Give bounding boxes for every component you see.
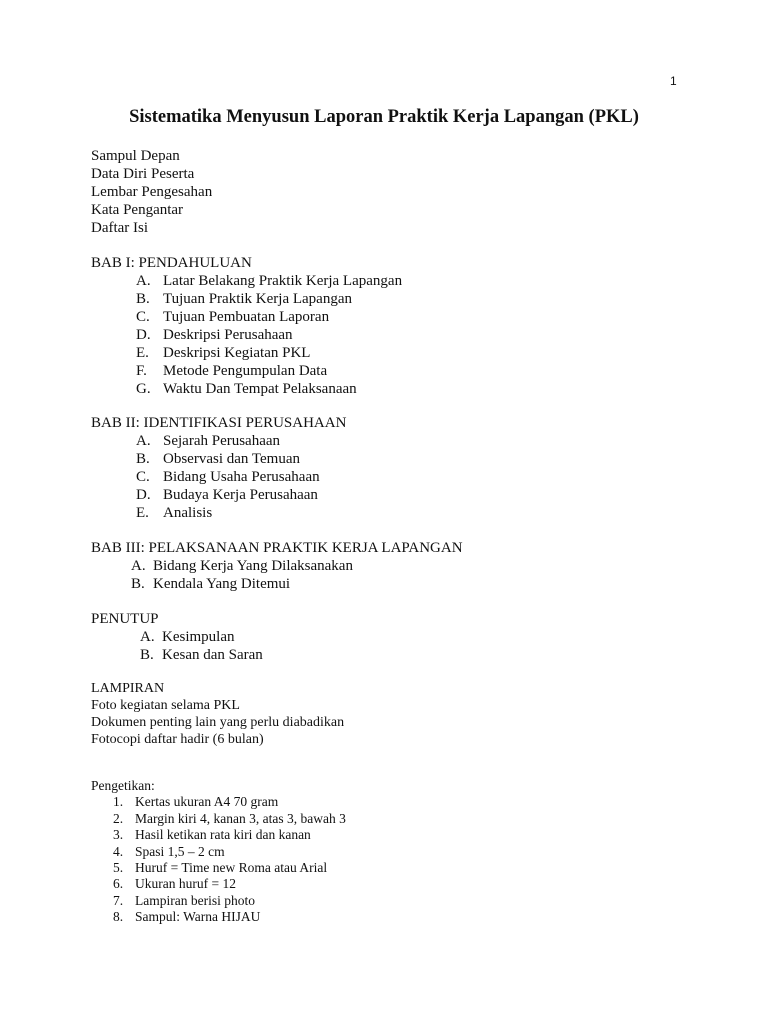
front-matter-list [91, 147, 212, 237]
list-letter: B. [140, 647, 154, 663]
list-item [140, 646, 263, 664]
list-text: Spasi 1,5 – 2 cm [135, 843, 225, 859]
bab3-section [91, 539, 463, 593]
list-item [113, 909, 346, 925]
list-letter: F. [136, 363, 147, 379]
penutup-section [91, 610, 263, 664]
list-letter: D. [136, 327, 151, 343]
list-text: Tujuan Praktik Kerja Lapangan [163, 291, 352, 307]
list-item [136, 468, 346, 486]
pengetikan-heading: Pengetikan: [91, 778, 155, 793]
lampiran-line: Dokumen penting lain yang perlu diabadikan [91, 715, 345, 730]
list-letter: A. [131, 558, 146, 574]
list-text: Deskripsi Kegiatan PKL [163, 345, 311, 361]
bab1-section [91, 254, 402, 398]
bab3-heading: BAB III: PELAKSANAAN PRAKTIK KERJA LAPANGAN [91, 540, 463, 556]
list-item [136, 380, 402, 398]
list-item [136, 344, 402, 362]
list-item [136, 504, 346, 522]
list-text: Kesan dan Saran [162, 647, 263, 663]
penutup-heading: PENUTUP [91, 611, 159, 627]
list-item [140, 628, 263, 646]
list-item [136, 362, 402, 380]
list-item [136, 290, 402, 308]
front-matter-item: Daftar Isi [91, 220, 149, 236]
bab1-heading: BAB I: PENDAHULUAN [91, 255, 252, 271]
list-letter: E. [136, 505, 149, 521]
list-item [136, 308, 402, 326]
list-text: Kertas ukuran A4 70 gram [135, 794, 279, 810]
list-item [113, 876, 346, 892]
bab2-heading: BAB II: IDENTIFIKASI PERUSAHAAN [91, 415, 347, 431]
list-number: 2. [113, 810, 124, 826]
list-letter: C. [136, 469, 150, 485]
list-number: 1. [113, 794, 124, 810]
list-number: 4. [113, 843, 124, 859]
list-letter: A. [136, 273, 151, 289]
list-number: 5. [113, 860, 124, 876]
lampiran-section [91, 680, 344, 748]
lampiran-line: Foto kegiatan selama PKL [91, 698, 240, 713]
list-text: Bidang Usaha Perusahaan [163, 469, 320, 485]
lampiran-heading: LAMPIRAN [91, 681, 165, 696]
list-text: Bidang Kerja Yang Dilaksanakan [153, 558, 353, 574]
list-item [113, 811, 346, 827]
list-text: Ukuran huruf = 12 [135, 876, 236, 892]
list-text: Latar Belakang Praktik Kerja Lapangan [163, 273, 403, 289]
front-matter-item: Lembar Pengesahan [91, 184, 213, 200]
list-text: Kendala Yang Ditemui [153, 576, 291, 592]
list-item [136, 326, 402, 344]
list-letter: B. [136, 291, 150, 307]
list-text: Observasi dan Temuan [163, 451, 300, 467]
list-number: 7. [113, 892, 124, 908]
list-text: Margin kiri 4, kanan 3, atas 3, bawah 3 [135, 810, 346, 826]
list-text: Kesimpulan [162, 629, 235, 645]
list-item [113, 893, 346, 909]
list-letter: G. [136, 381, 151, 397]
pengetikan-section [91, 778, 346, 926]
list-text: Budaya Kerja Perusahaan [163, 487, 318, 503]
list-letter: A. [136, 433, 151, 449]
list-item [131, 557, 463, 575]
bab2-section [91, 414, 346, 522]
page-number: 1 [670, 74, 677, 88]
list-text: Waktu Dan Tempat Pelaksanaan [163, 381, 357, 397]
front-matter-item: Data Diri Peserta [91, 166, 195, 182]
list-letter: A. [140, 629, 155, 645]
list-text: Hasil ketikan rata kiri dan kanan [135, 827, 311, 843]
document-title: Sistematika Menyusun Laporan Praktik Kerja Lapangan (PKL) [129, 107, 639, 127]
list-letter: B. [131, 576, 145, 592]
list-text: Sampul: Warna HIJAU [135, 909, 261, 925]
list-letter: C. [136, 309, 150, 325]
list-text: Sejarah Perusahaan [163, 433, 281, 449]
list-item [131, 575, 463, 593]
list-text: Analisis [163, 505, 213, 521]
list-letter: D. [136, 487, 151, 503]
list-item [136, 450, 346, 468]
list-number: 8. [113, 909, 124, 925]
front-matter-item: Kata Pengantar [91, 202, 184, 218]
list-item [113, 860, 346, 876]
list-item [136, 432, 346, 450]
list-item [136, 272, 402, 290]
list-item [113, 794, 346, 810]
list-item [136, 486, 346, 504]
list-text: Tujuan Pembuatan Laporan [163, 309, 330, 325]
list-item [113, 827, 346, 843]
list-text: Huruf = Time new Roma atau Arial [135, 860, 328, 876]
list-number: 3. [113, 827, 124, 843]
lampiran-line: Fotocopi daftar hadir (6 bulan) [91, 732, 264, 747]
list-letter: E. [136, 345, 149, 361]
list-text: Lampiran berisi photo [135, 892, 255, 908]
list-letter: B. [136, 451, 150, 467]
list-item [113, 844, 346, 860]
list-number: 6. [113, 876, 124, 892]
front-matter-item: Sampul Depan [91, 148, 180, 164]
list-text: Metode Pengumpulan Data [163, 363, 328, 379]
list-text: Deskripsi Perusahaan [163, 327, 293, 343]
